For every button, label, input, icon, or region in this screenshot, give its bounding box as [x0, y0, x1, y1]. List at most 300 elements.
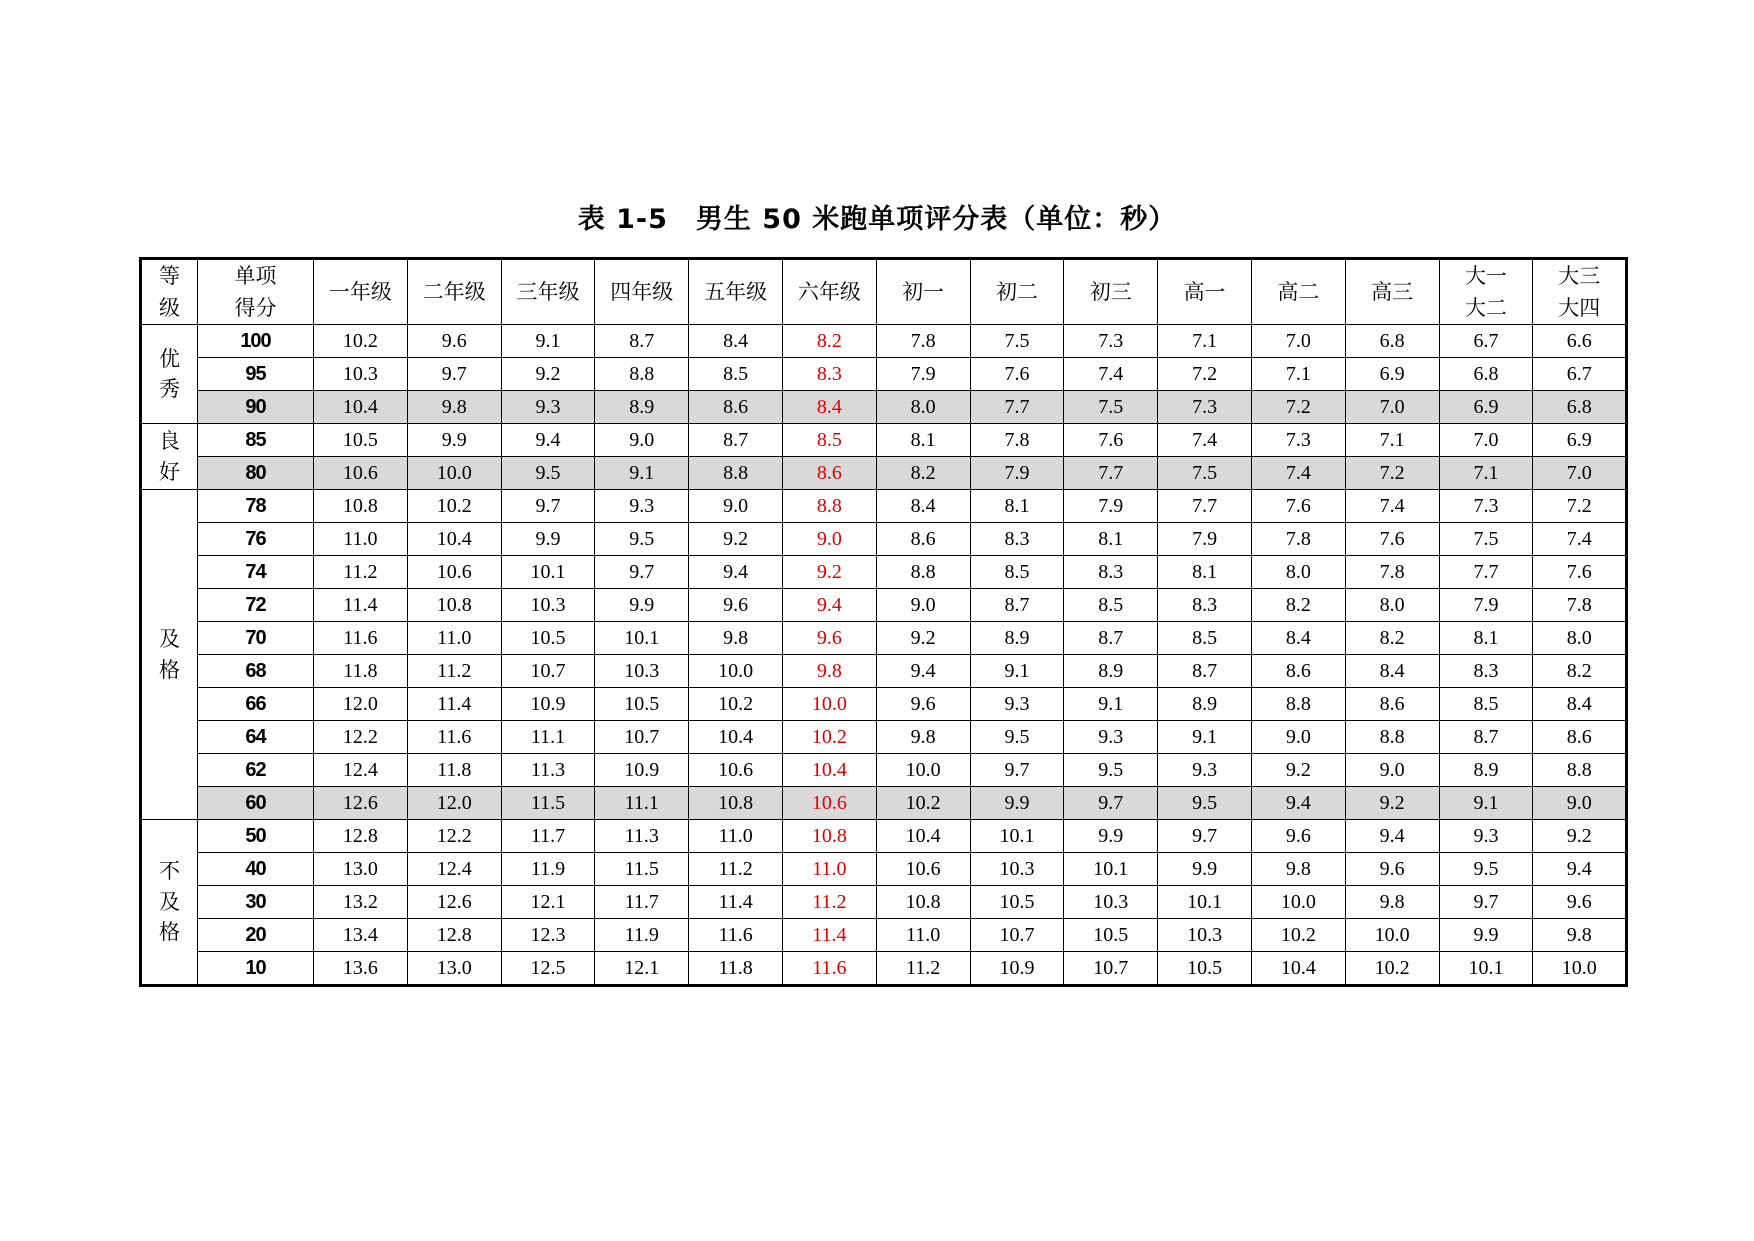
time-cell: 10.8: [689, 787, 783, 820]
table-row: [141, 622, 1627, 655]
time-cell: 8.1: [1439, 622, 1533, 655]
time-cell: 8.1: [1064, 523, 1158, 556]
time-cell: 11.5: [595, 853, 689, 886]
time-cell: 7.6: [1251, 490, 1345, 523]
time-cell: 9.3: [1439, 820, 1533, 853]
table-row: [141, 358, 1627, 391]
time-cell: 10.6: [407, 556, 501, 589]
scoring-table: [139, 257, 1628, 987]
time-cell: 8.7: [970, 589, 1064, 622]
time-cell: 7.5: [1158, 457, 1252, 490]
time-cell: 10.3: [1064, 886, 1158, 919]
time-cell: 10.7: [970, 919, 1064, 952]
time-cell: 8.6: [1345, 688, 1439, 721]
table-row: [141, 919, 1627, 952]
time-cell: 8.9: [595, 391, 689, 424]
time-cell: 9.5: [1064, 754, 1158, 787]
column-header: 初一: [876, 259, 970, 325]
time-cell: 12.1: [501, 886, 595, 919]
time-cell: 9.8: [1251, 853, 1345, 886]
time-cell: 7.9: [1064, 490, 1158, 523]
time-cell: 8.5: [689, 358, 783, 391]
time-cell: 10.1: [970, 820, 1064, 853]
time-cell: 9.9: [1064, 820, 1158, 853]
time-cell: 10.0: [1533, 952, 1627, 986]
time-cell: 9.4: [689, 556, 783, 589]
time-cell: 9.5: [501, 457, 595, 490]
time-cell: 11.4: [689, 886, 783, 919]
time-cell: 7.5: [970, 325, 1064, 358]
time-cell: 7.8: [1251, 523, 1345, 556]
time-cell: 9.2: [689, 523, 783, 556]
time-cell: 9.0: [1251, 721, 1345, 754]
time-cell: 10.8: [782, 820, 876, 853]
time-cell: 8.8: [595, 358, 689, 391]
table-title: 表 1-5 男生 50 米跑单项评分表（单位：秒）: [577, 204, 1177, 235]
time-cell: 8.1: [1158, 556, 1252, 589]
time-cell: 10.2: [876, 787, 970, 820]
time-cell: 7.3: [1439, 490, 1533, 523]
time-cell: 9.3: [595, 490, 689, 523]
time-cell: 9.1: [1439, 787, 1533, 820]
time-cell: 8.6: [1533, 721, 1627, 754]
time-cell: 11.5: [501, 787, 595, 820]
time-cell: 6.7: [1533, 358, 1627, 391]
time-cell: 7.2: [1158, 358, 1252, 391]
time-cell: 12.2: [314, 721, 408, 754]
time-cell: 10.2: [407, 490, 501, 523]
grade-cell: 不 及 格: [141, 820, 198, 986]
time-cell: 9.9: [407, 424, 501, 457]
time-cell: 8.2: [876, 457, 970, 490]
time-cell: 9.6: [1251, 820, 1345, 853]
time-cell: 7.7: [1158, 490, 1252, 523]
time-cell: 10.6: [689, 754, 783, 787]
table-row: [141, 424, 1627, 457]
time-cell: 10.2: [1345, 952, 1439, 986]
time-cell: 12.8: [314, 820, 408, 853]
time-cell: 10.0: [876, 754, 970, 787]
table-row: [141, 589, 1627, 622]
time-cell: 10.7: [501, 655, 595, 688]
time-cell: 9.2: [1533, 820, 1627, 853]
time-cell: 10.2: [689, 688, 783, 721]
time-cell: 9.6: [689, 589, 783, 622]
table-row: [141, 655, 1627, 688]
time-cell: 10.8: [876, 886, 970, 919]
time-cell: 9.2: [876, 622, 970, 655]
time-cell: 7.6: [970, 358, 1064, 391]
time-cell: 7.9: [970, 457, 1064, 490]
column-header: 初三: [1064, 259, 1158, 325]
time-cell: 8.7: [1439, 721, 1533, 754]
time-cell: 10.4: [689, 721, 783, 754]
time-cell: 7.2: [1345, 457, 1439, 490]
time-cell: 11.3: [501, 754, 595, 787]
grade-cell: 及 格: [141, 490, 198, 820]
column-header: 四年级: [595, 259, 689, 325]
time-cell: 10.7: [1064, 952, 1158, 986]
time-cell: 13.0: [314, 853, 408, 886]
time-cell: 10.5: [595, 688, 689, 721]
score-cell: 68: [198, 655, 314, 688]
time-cell: 12.4: [407, 853, 501, 886]
time-cell: 7.3: [1158, 391, 1252, 424]
time-cell: 10.3: [970, 853, 1064, 886]
time-cell: 10.6: [876, 853, 970, 886]
score-cell: 62: [198, 754, 314, 787]
time-cell: 12.0: [407, 787, 501, 820]
time-cell: 8.4: [782, 391, 876, 424]
time-cell: 8.6: [689, 391, 783, 424]
column-header: 大三 大四: [1533, 259, 1627, 325]
time-cell: 12.8: [407, 919, 501, 952]
time-cell: 8.8: [876, 556, 970, 589]
time-cell: 7.2: [1533, 490, 1627, 523]
time-cell: 11.6: [407, 721, 501, 754]
time-cell: 11.1: [501, 721, 595, 754]
time-cell: 10.6: [782, 787, 876, 820]
time-cell: 8.9: [1158, 688, 1252, 721]
time-cell: 10.4: [314, 391, 408, 424]
table-row: [141, 853, 1627, 886]
time-cell: 8.8: [782, 490, 876, 523]
time-cell: 10.1: [1064, 853, 1158, 886]
table-row: [141, 754, 1627, 787]
time-cell: 10.5: [1064, 919, 1158, 952]
time-cell: 9.6: [1345, 853, 1439, 886]
score-cell: 70: [198, 622, 314, 655]
time-cell: 9.6: [407, 325, 501, 358]
time-cell: 8.0: [876, 391, 970, 424]
time-cell: 6.7: [1439, 325, 1533, 358]
score-cell: 60: [198, 787, 314, 820]
time-cell: 9.7: [970, 754, 1064, 787]
column-header: 高三: [1345, 259, 1439, 325]
time-cell: 10.2: [314, 325, 408, 358]
time-cell: 9.1: [501, 325, 595, 358]
time-cell: 9.3: [1064, 721, 1158, 754]
time-cell: 13.6: [314, 952, 408, 986]
time-cell: 9.3: [501, 391, 595, 424]
column-header: 初二: [970, 259, 1064, 325]
time-cell: 8.5: [1439, 688, 1533, 721]
time-cell: 8.9: [1064, 655, 1158, 688]
table-row: [141, 556, 1627, 589]
time-cell: 10.1: [1158, 886, 1252, 919]
time-cell: 7.6: [1345, 523, 1439, 556]
time-cell: 10.3: [501, 589, 595, 622]
time-cell: 8.8: [1345, 721, 1439, 754]
time-cell: 12.6: [314, 787, 408, 820]
time-cell: 9.1: [595, 457, 689, 490]
time-cell: 8.6: [782, 457, 876, 490]
time-cell: 7.0: [1439, 424, 1533, 457]
time-cell: 9.6: [1533, 886, 1627, 919]
column-header: 高二: [1251, 259, 1345, 325]
table-row: [141, 457, 1627, 490]
time-cell: 11.0: [782, 853, 876, 886]
time-cell: 9.2: [501, 358, 595, 391]
time-cell: 9.7: [1158, 820, 1252, 853]
time-cell: 7.1: [1439, 457, 1533, 490]
time-cell: 8.6: [876, 523, 970, 556]
time-cell: 9.3: [970, 688, 1064, 721]
time-cell: 9.5: [1439, 853, 1533, 886]
time-cell: 9.3: [1158, 754, 1252, 787]
time-cell: 9.5: [595, 523, 689, 556]
time-cell: 10.0: [407, 457, 501, 490]
time-cell: 10.4: [782, 754, 876, 787]
time-cell: 8.5: [1158, 622, 1252, 655]
column-header: 大一 大二: [1439, 259, 1533, 325]
time-cell: 11.4: [314, 589, 408, 622]
time-cell: 7.1: [1345, 424, 1439, 457]
time-cell: 6.9: [1533, 424, 1627, 457]
time-cell: 9.1: [1064, 688, 1158, 721]
time-cell: 8.1: [970, 490, 1064, 523]
column-header: 高一: [1158, 259, 1252, 325]
time-cell: 8.2: [1345, 622, 1439, 655]
time-cell: 10.1: [1439, 952, 1533, 986]
time-cell: 7.9: [1439, 589, 1533, 622]
time-cell: 8.3: [970, 523, 1064, 556]
time-cell: 6.9: [1345, 358, 1439, 391]
time-cell: 7.2: [1251, 391, 1345, 424]
time-cell: 7.4: [1345, 490, 1439, 523]
time-cell: 11.6: [689, 919, 783, 952]
time-cell: 10.2: [1251, 919, 1345, 952]
score-cell: 72: [198, 589, 314, 622]
time-cell: 11.2: [876, 952, 970, 986]
time-cell: 10.3: [314, 358, 408, 391]
time-cell: 11.2: [407, 655, 501, 688]
time-cell: 9.8: [689, 622, 783, 655]
time-cell: 6.8: [1533, 391, 1627, 424]
time-cell: 11.6: [782, 952, 876, 986]
time-cell: 9.6: [782, 622, 876, 655]
time-cell: 11.9: [501, 853, 595, 886]
score-cell: 30: [198, 886, 314, 919]
time-cell: 8.5: [1064, 589, 1158, 622]
time-cell: 12.3: [501, 919, 595, 952]
time-cell: 8.8: [1251, 688, 1345, 721]
time-cell: 10.1: [501, 556, 595, 589]
time-cell: 8.5: [970, 556, 1064, 589]
time-cell: 6.9: [1439, 391, 1533, 424]
table-body: [141, 325, 1627, 986]
table-row: [141, 820, 1627, 853]
score-cell: 50: [198, 820, 314, 853]
time-cell: 7.9: [876, 358, 970, 391]
time-cell: 12.4: [314, 754, 408, 787]
time-cell: 13.0: [407, 952, 501, 986]
score-cell: 40: [198, 853, 314, 886]
time-cell: 9.4: [1345, 820, 1439, 853]
time-cell: 9.7: [595, 556, 689, 589]
table-row: [141, 787, 1627, 820]
time-cell: 9.4: [876, 655, 970, 688]
score-cell: 90: [198, 391, 314, 424]
time-cell: 8.7: [1064, 622, 1158, 655]
grade-cell: 良 好: [141, 424, 198, 490]
time-cell: 10.5: [501, 622, 595, 655]
time-cell: 8.9: [1439, 754, 1533, 787]
column-header: 六年级: [782, 259, 876, 325]
time-cell: 8.3: [1064, 556, 1158, 589]
time-cell: 11.7: [501, 820, 595, 853]
time-cell: 9.2: [1345, 787, 1439, 820]
time-cell: 9.1: [970, 655, 1064, 688]
time-cell: 11.2: [314, 556, 408, 589]
score-header: 单项 得分: [198, 259, 314, 325]
score-cell: 76: [198, 523, 314, 556]
time-cell: 8.4: [689, 325, 783, 358]
time-cell: 10.4: [1251, 952, 1345, 986]
time-cell: 9.0: [595, 424, 689, 457]
time-cell: 8.4: [1345, 655, 1439, 688]
time-cell: 11.4: [782, 919, 876, 952]
score-cell: 80: [198, 457, 314, 490]
column-header: 五年级: [689, 259, 783, 325]
time-cell: 10.0: [1251, 886, 1345, 919]
time-cell: 9.4: [501, 424, 595, 457]
time-cell: 10.6: [314, 457, 408, 490]
time-cell: 8.0: [1345, 589, 1439, 622]
time-cell: 7.3: [1251, 424, 1345, 457]
time-cell: 7.4: [1158, 424, 1252, 457]
time-cell: 11.6: [314, 622, 408, 655]
time-cell: 9.5: [1158, 787, 1252, 820]
time-cell: 10.5: [314, 424, 408, 457]
time-cell: 7.7: [1064, 457, 1158, 490]
table-row: [141, 325, 1627, 358]
time-cell: 11.0: [689, 820, 783, 853]
time-cell: 13.4: [314, 919, 408, 952]
time-cell: 8.0: [1251, 556, 1345, 589]
column-header: 三年级: [501, 259, 595, 325]
table-row: [141, 490, 1627, 523]
time-cell: 9.4: [1533, 853, 1627, 886]
time-cell: 9.0: [876, 589, 970, 622]
time-cell: 9.4: [1251, 787, 1345, 820]
score-cell: 20: [198, 919, 314, 952]
score-cell: 95: [198, 358, 314, 391]
time-cell: 9.5: [970, 721, 1064, 754]
time-cell: 8.0: [1533, 622, 1627, 655]
time-cell: 11.2: [689, 853, 783, 886]
time-cell: 11.0: [314, 523, 408, 556]
time-cell: 8.7: [689, 424, 783, 457]
time-cell: 7.0: [1251, 325, 1345, 358]
time-cell: 10.0: [1345, 919, 1439, 952]
time-cell: 10.0: [782, 688, 876, 721]
time-cell: 8.3: [782, 358, 876, 391]
time-cell: 12.1: [595, 952, 689, 986]
time-cell: 7.1: [1251, 358, 1345, 391]
time-cell: 11.8: [689, 952, 783, 986]
time-cell: 7.4: [1533, 523, 1627, 556]
time-cell: 10.9: [595, 754, 689, 787]
score-cell: 74: [198, 556, 314, 589]
time-cell: 7.8: [1345, 556, 1439, 589]
time-cell: 9.0: [1533, 787, 1627, 820]
time-cell: 6.8: [1439, 358, 1533, 391]
table-row: [141, 688, 1627, 721]
time-cell: 9.7: [1064, 787, 1158, 820]
time-cell: 6.8: [1345, 325, 1439, 358]
time-cell: 11.3: [595, 820, 689, 853]
time-cell: 8.3: [1158, 589, 1252, 622]
time-cell: 8.8: [689, 457, 783, 490]
time-cell: 12.2: [407, 820, 501, 853]
time-cell: 8.4: [876, 490, 970, 523]
column-header: 一年级: [314, 259, 408, 325]
time-cell: 11.4: [407, 688, 501, 721]
table-row: [141, 391, 1627, 424]
table-row: [141, 952, 1627, 986]
time-cell: 11.0: [876, 919, 970, 952]
time-cell: 7.5: [1064, 391, 1158, 424]
time-cell: 10.2: [782, 721, 876, 754]
time-cell: 9.2: [782, 556, 876, 589]
time-cell: 12.0: [314, 688, 408, 721]
time-cell: 8.7: [1158, 655, 1252, 688]
time-cell: 8.2: [782, 325, 876, 358]
time-cell: 8.3: [1439, 655, 1533, 688]
table-row: [141, 523, 1627, 556]
time-cell: 7.8: [970, 424, 1064, 457]
time-cell: 10.5: [970, 886, 1064, 919]
time-cell: 7.0: [1533, 457, 1627, 490]
score-cell: 85: [198, 424, 314, 457]
time-cell: 9.7: [501, 490, 595, 523]
time-cell: 9.0: [782, 523, 876, 556]
time-cell: 9.8: [782, 655, 876, 688]
score-cell: 100: [198, 325, 314, 358]
time-cell: 8.1: [876, 424, 970, 457]
time-cell: 9.8: [1533, 919, 1627, 952]
score-cell: 10: [198, 952, 314, 986]
time-cell: 10.3: [1158, 919, 1252, 952]
score-cell: 66: [198, 688, 314, 721]
time-cell: 10.4: [407, 523, 501, 556]
score-cell: 64: [198, 721, 314, 754]
time-cell: 10.3: [595, 655, 689, 688]
time-cell: 7.9: [1158, 523, 1252, 556]
time-cell: 9.1: [1158, 721, 1252, 754]
time-cell: 7.0: [1345, 391, 1439, 424]
time-cell: 12.5: [501, 952, 595, 986]
table-row: [141, 721, 1627, 754]
time-cell: 7.4: [1251, 457, 1345, 490]
time-cell: 9.4: [782, 589, 876, 622]
time-cell: 12.6: [407, 886, 501, 919]
grade-cell: 优 秀: [141, 325, 198, 424]
time-cell: 9.8: [876, 721, 970, 754]
time-cell: 7.5: [1439, 523, 1533, 556]
time-cell: 10.8: [314, 490, 408, 523]
time-cell: 9.0: [1345, 754, 1439, 787]
time-cell: 7.3: [1064, 325, 1158, 358]
time-cell: 11.1: [595, 787, 689, 820]
time-cell: 7.6: [1533, 556, 1627, 589]
time-cell: 7.7: [1439, 556, 1533, 589]
time-cell: 10.1: [595, 622, 689, 655]
time-cell: 7.8: [876, 325, 970, 358]
time-cell: 10.9: [970, 952, 1064, 986]
time-cell: 10.7: [595, 721, 689, 754]
